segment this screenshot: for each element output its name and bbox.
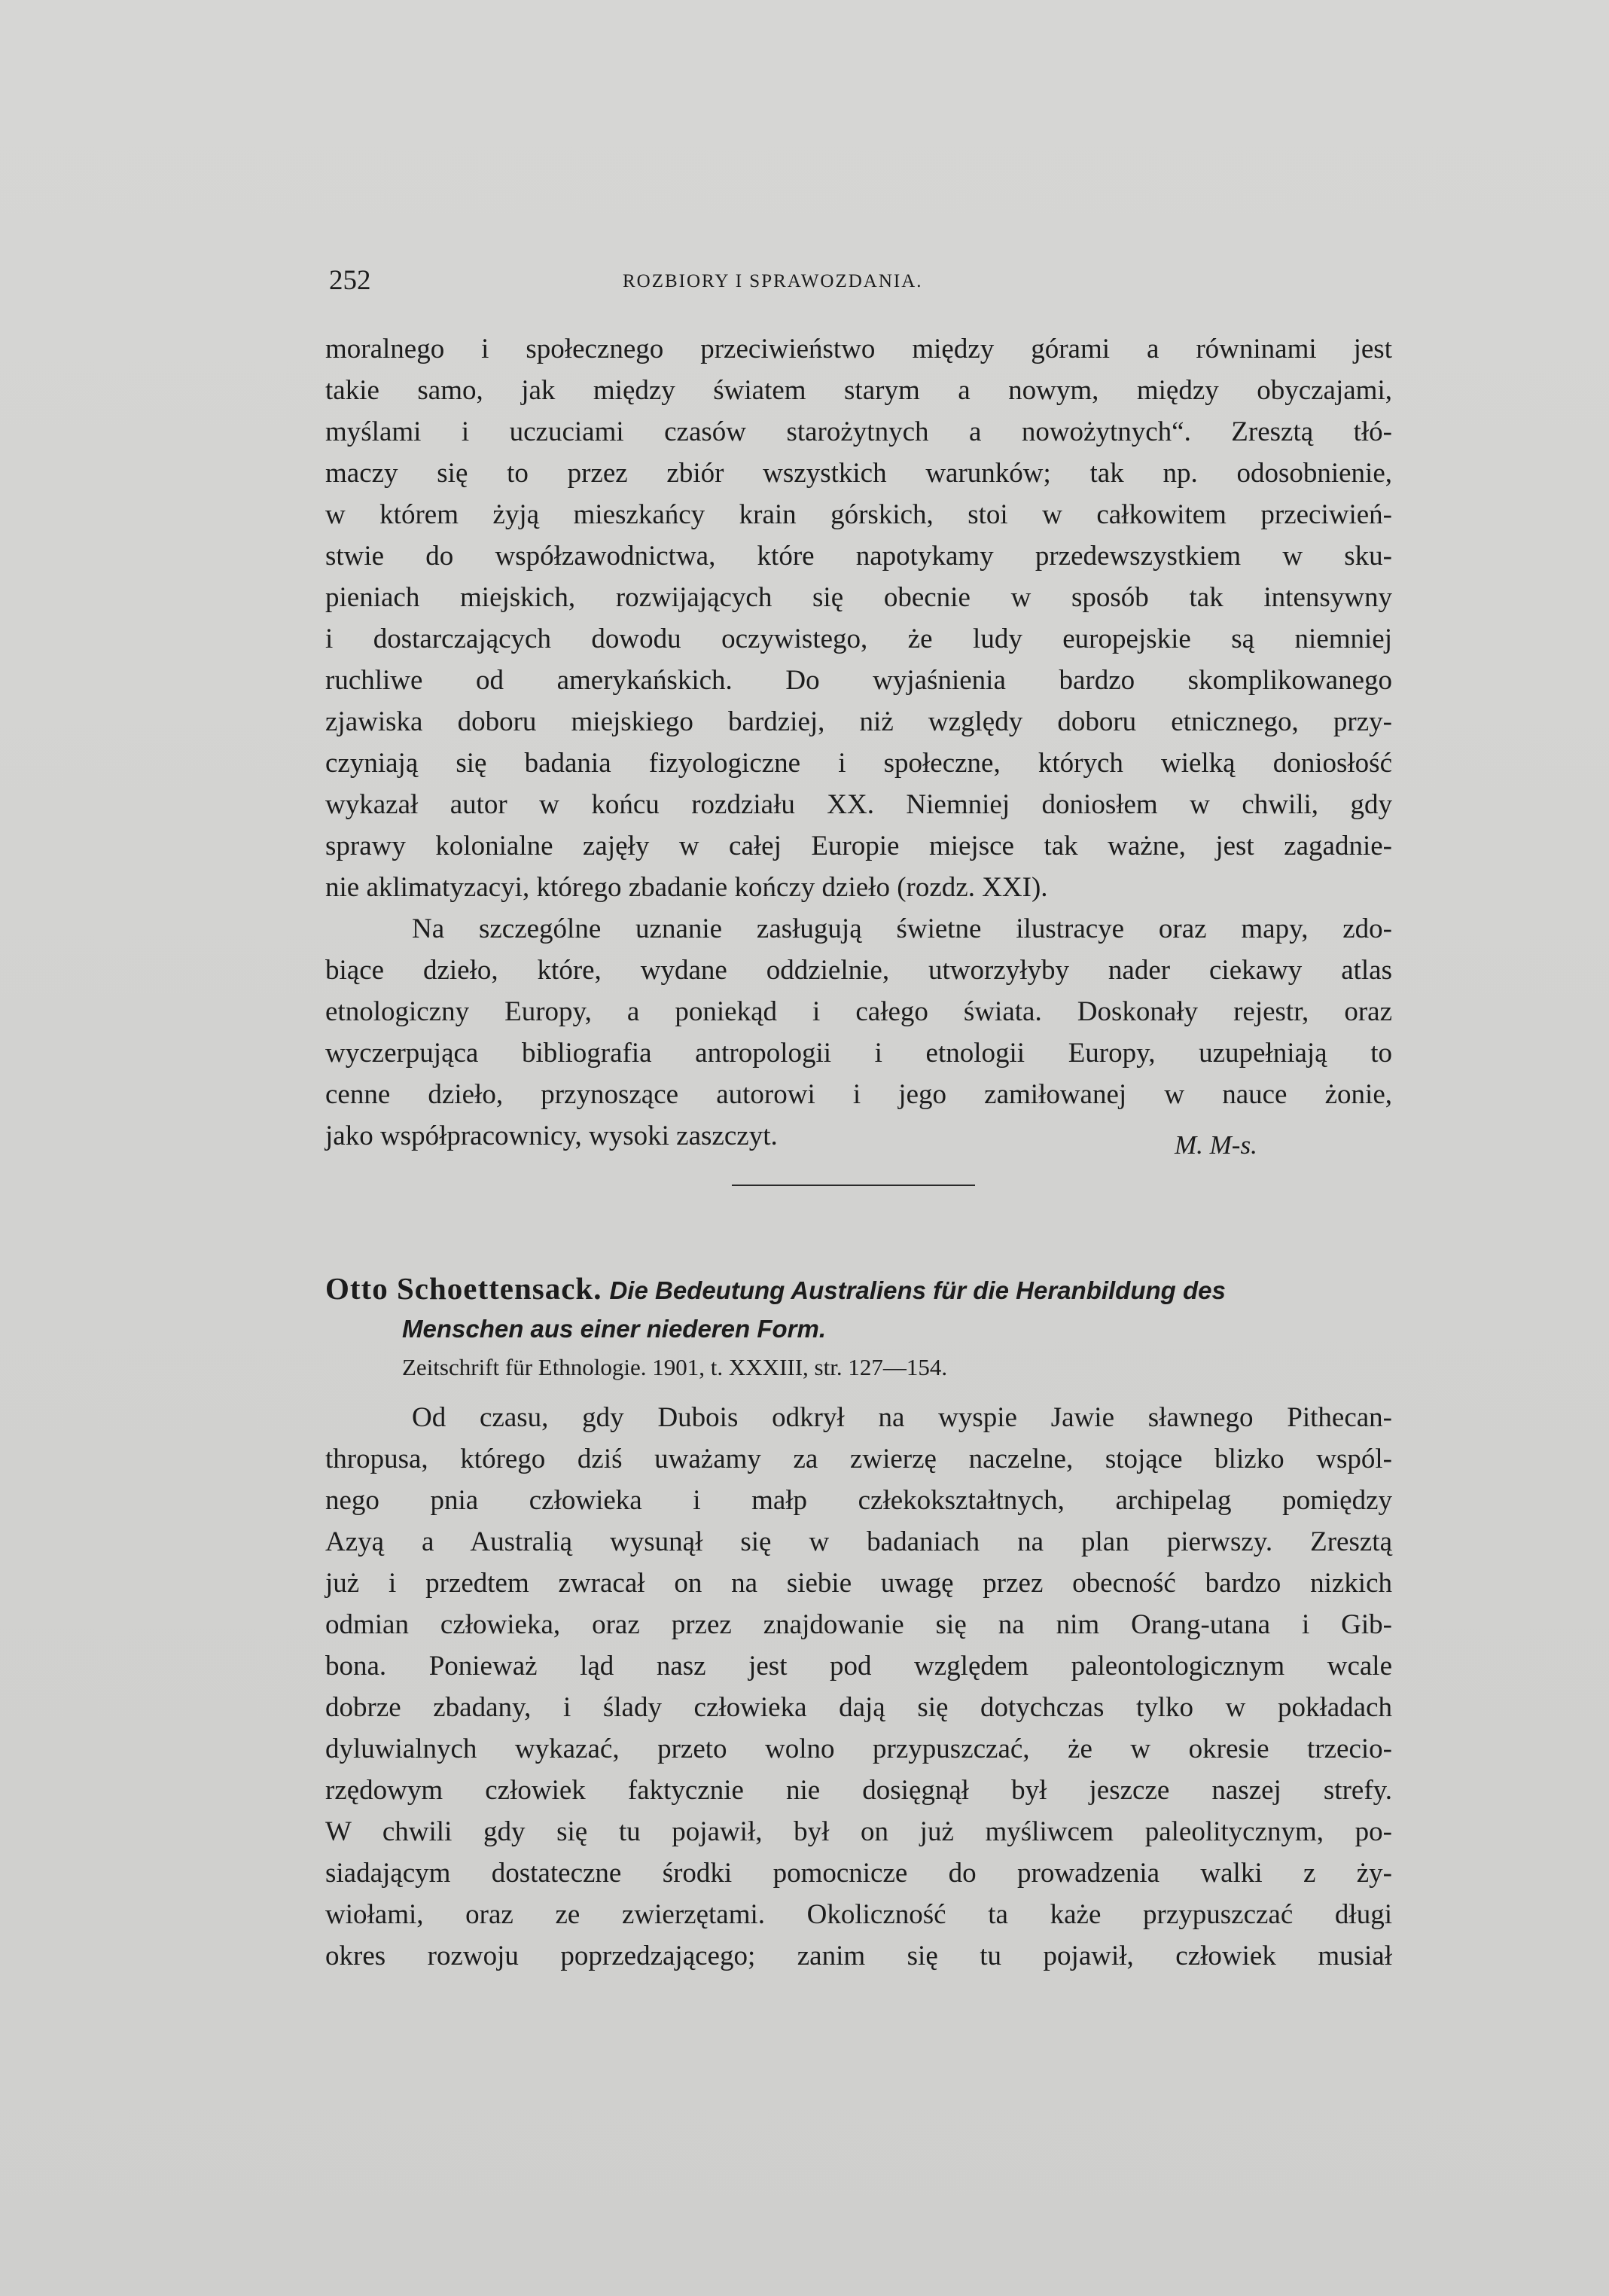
text-line: odmian człowieka, oraz przez znajdowanie się na nim Orang-utana i Gib- <box>325 1609 1392 1640</box>
text-line: już i przedtem zwracał on na siebie uwagę przez obecność bardzo nizkich <box>325 1568 1392 1599</box>
text-line: thropusa, którego dziś uważamy za zwierzę naczelne, stojące blizko wspól- <box>325 1444 1392 1474</box>
text-line: jako współpracownicy, wysoki zaszczyt. <box>325 1121 778 1151</box>
text-line: czyniają się badania fizyologiczne i społeczne, których wielką doniosłość <box>325 748 1392 779</box>
text-line: wyczerpująca bibliografia antropologii i etnologii Europy, uzupełniają to <box>325 1038 1392 1069</box>
reviewed-title: Die Bedeutung Australiens für die Heranbildung des <box>609 1276 1226 1304</box>
text-line: i dostarczających dowodu oczywistego, że ludy europejskie są niemniej <box>325 624 1392 654</box>
text-line: Azyą a Australią wysunął się w badaniach na plan pierwszy. Zresztą <box>325 1526 1392 1557</box>
text-line: biące dzieło, które, wydane oddzielnie, utworzyłyby nader ciekawy atlas <box>325 955 1392 986</box>
text-line: siadającym dostateczne środki pomocnicze do prowadzenia walki z ży- <box>325 1858 1392 1889</box>
text-line: sprawy kolonialne zajęły w całej Europie miejsce tak ważne, jest zagadnie- <box>325 831 1392 861</box>
page-number: 252 <box>329 265 371 296</box>
text-line: moralnego i społecznego przeciwieństwo między górami a równinami jest <box>325 334 1392 364</box>
page-header <box>329 264 1387 298</box>
reviewed-title-continued: Menschen aus einer niederen Form. <box>402 1315 826 1343</box>
text-line: pieniach miejskich, rozwijających się obecnie w sposób tak intensywny <box>325 582 1392 613</box>
text-line: cenne dzieło, przynoszące autorowi i jego zamiłowanej w nauce żonie, <box>325 1079 1392 1110</box>
text-line: takie samo, jak między światem starym a nowym, między obyczajami, <box>325 375 1392 406</box>
text-line: myślami i uczuciami czasów starożytnych a nowożytnych“. Zresztą tłó- <box>325 416 1392 447</box>
text-line: W chwili gdy się tu pojawił, był on już myśliwcem paleolitycznym, po- <box>325 1816 1392 1847</box>
section-separator <box>732 1185 975 1186</box>
text-line: etnologiczny Europy, a poniekąd i całego świata. Doskonały rejestr, oraz <box>325 996 1392 1027</box>
text-line: bona. Ponieważ ląd nasz jest pod względem paleontologicznym wcale <box>325 1651 1392 1682</box>
text-line: ruchliwe od amerykańskich. Do wyjaśnienia bardzo skomplikowanego <box>325 665 1392 696</box>
text-line: nego pnia człowieka i małp człekokształtnych, archipelag pomiędzy <box>325 1485 1392 1516</box>
text-line: dyluwialnych wykazać, przeto wolno przypuszczać, że w okresie trzecio- <box>325 1733 1392 1764</box>
review-heading <box>325 1268 1394 1386</box>
text-line: wykazał autor w końcu rozdziału XX. Niemniej doniosłem w chwili, gdy <box>325 789 1392 820</box>
text-line: Na szczególne uznanie zasługują świetne ilustracye oraz mapy, zdo- <box>412 913 1392 944</box>
text-line: rzędowym człowiek faktycznie nie dosięgnął był jeszcze naszej strefy. <box>325 1775 1392 1806</box>
running-head: ROZBIORY I SPRAWOZDANIA. <box>623 271 923 291</box>
text-line: okres rozwoju poprzedzającego; zanim się tu pojawił, człowiek musiał <box>325 1941 1392 1971</box>
text-line: w którem żyją mieszkańcy krain górskich, stoi w całkowitem przeciwień- <box>325 499 1392 530</box>
body-text-section-1 <box>325 328 1392 1157</box>
text-line: nie aklimatyzacyi, którego zbadanie kończy dzieło (rozdz. XXI). <box>325 872 1048 903</box>
citation: Zeitschrift für Ethnologie. 1901, t. XXXIII, str. 127—154. <box>402 1354 948 1380</box>
reviewer-signature: M. M-s. <box>1175 1130 1257 1160</box>
text-line: zjawiska doboru miejskiego bardziej, niż względy doboru etnicznego, przy- <box>325 706 1392 737</box>
text-line: wiołami, oraz ze zwierzętami. Okoliczność ta każe przypuszczać długi <box>325 1899 1392 1930</box>
reviewed-author: Otto Schoettensack. <box>325 1271 602 1306</box>
text-line: Od czasu, gdy Dubois odkrył na wyspie Jawie sławnego Pithecan- <box>412 1402 1392 1433</box>
text-line: maczy się to przez zbiór wszystkich warunków; tak np. odosobnienie, <box>325 458 1392 489</box>
text-line: dobrze zbadany, i ślady człowieka dają się dotychczas tylko w pokładach <box>325 1692 1392 1723</box>
text-line: stwie do współzawodnictwa, które napotykamy przedewszystkiem w sku- <box>325 541 1392 572</box>
body-text-section-2 <box>325 1397 1392 1977</box>
